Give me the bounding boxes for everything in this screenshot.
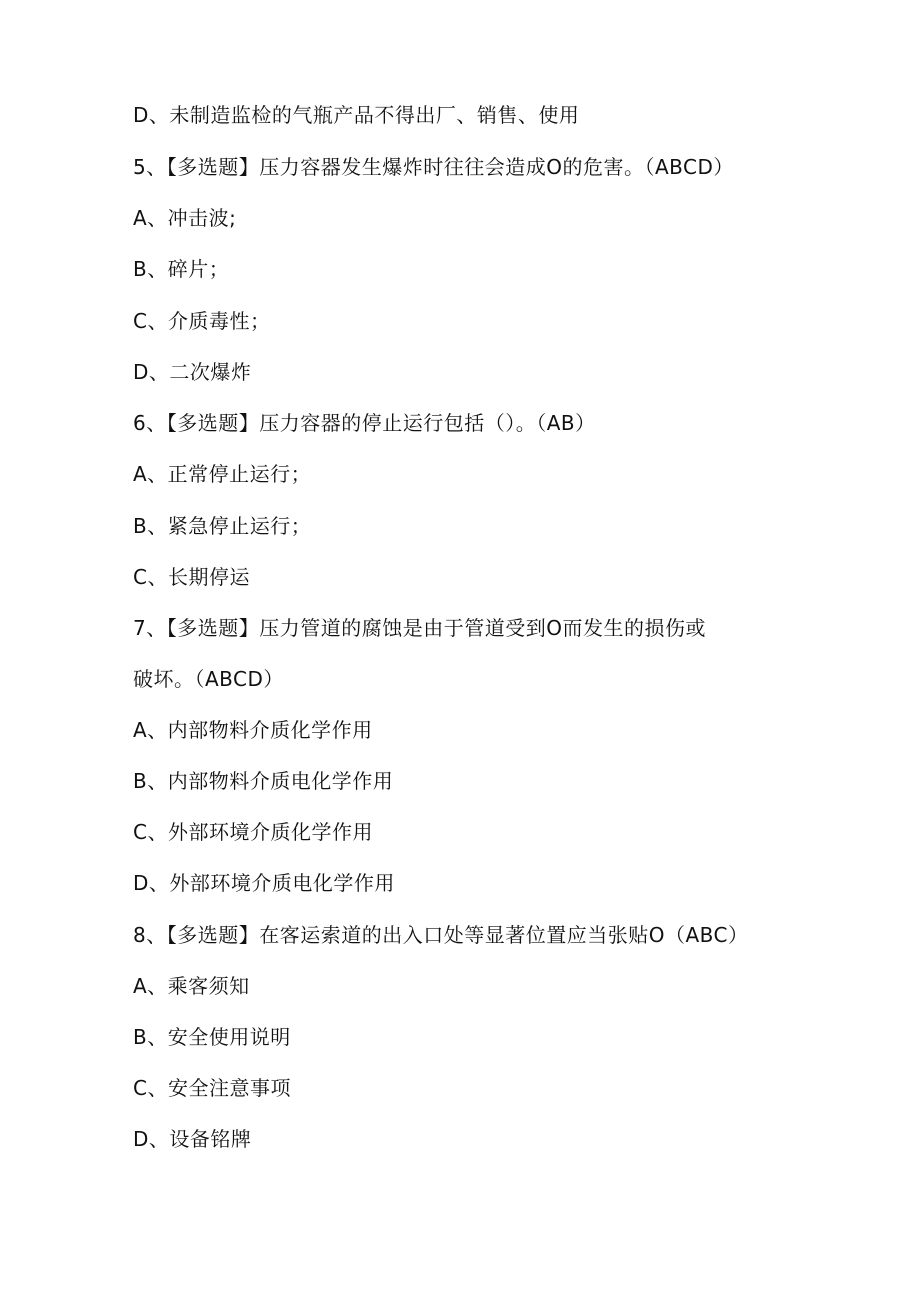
option-c-q5: C、介质毒性； [133,309,271,333]
option-b-q5: B、碎片； [133,257,230,281]
question-8: 8、【多选题】在客运索道的出入口处等显著位置应当张贴O（ABC） [133,923,749,947]
option-c-q6: C、长期停运 [133,565,250,589]
option-b-q7: B、内部物料介质电化学作用 [133,769,394,793]
option-d-q8: D、设备铭牌 [133,1127,252,1151]
option-b-q6: B、紧急停止运行； [133,514,312,538]
option-d-q7: D、外部环境介质电化学作用 [133,871,395,895]
question-5: 5、【多选题】压力容器发生爆炸时往往会造成O的危害。（ABCD） [133,155,734,179]
option-b-q8: B、安全使用说明 [133,1025,291,1049]
option-c-q8: C、安全注意事项 [133,1076,291,1100]
option-d-q4: D、未制造监检的气瓶产品不得出厂、销售、使用 [133,103,580,127]
option-c-q7: C、外部环境介质化学作用 [133,820,373,844]
option-d-q5: D、二次爆炸 [133,360,252,384]
option-a-q6: A、正常停止运行； [133,462,312,486]
question-6: 6、【多选题】压力容器的停止运行包括（）。（AB） [133,411,596,435]
option-a-q5: A、冲击波; [133,206,237,230]
option-a-q7: A、内部物料介质化学作用 [133,718,373,742]
question-7-line-2: 破坏。（ABCD） [133,667,284,691]
option-a-q8: A、乘客须知 [133,974,250,998]
question-7-line-1: 7、【多选题】压力管道的腐蚀是由于管道受到O而发生的损伤或 [133,616,706,640]
